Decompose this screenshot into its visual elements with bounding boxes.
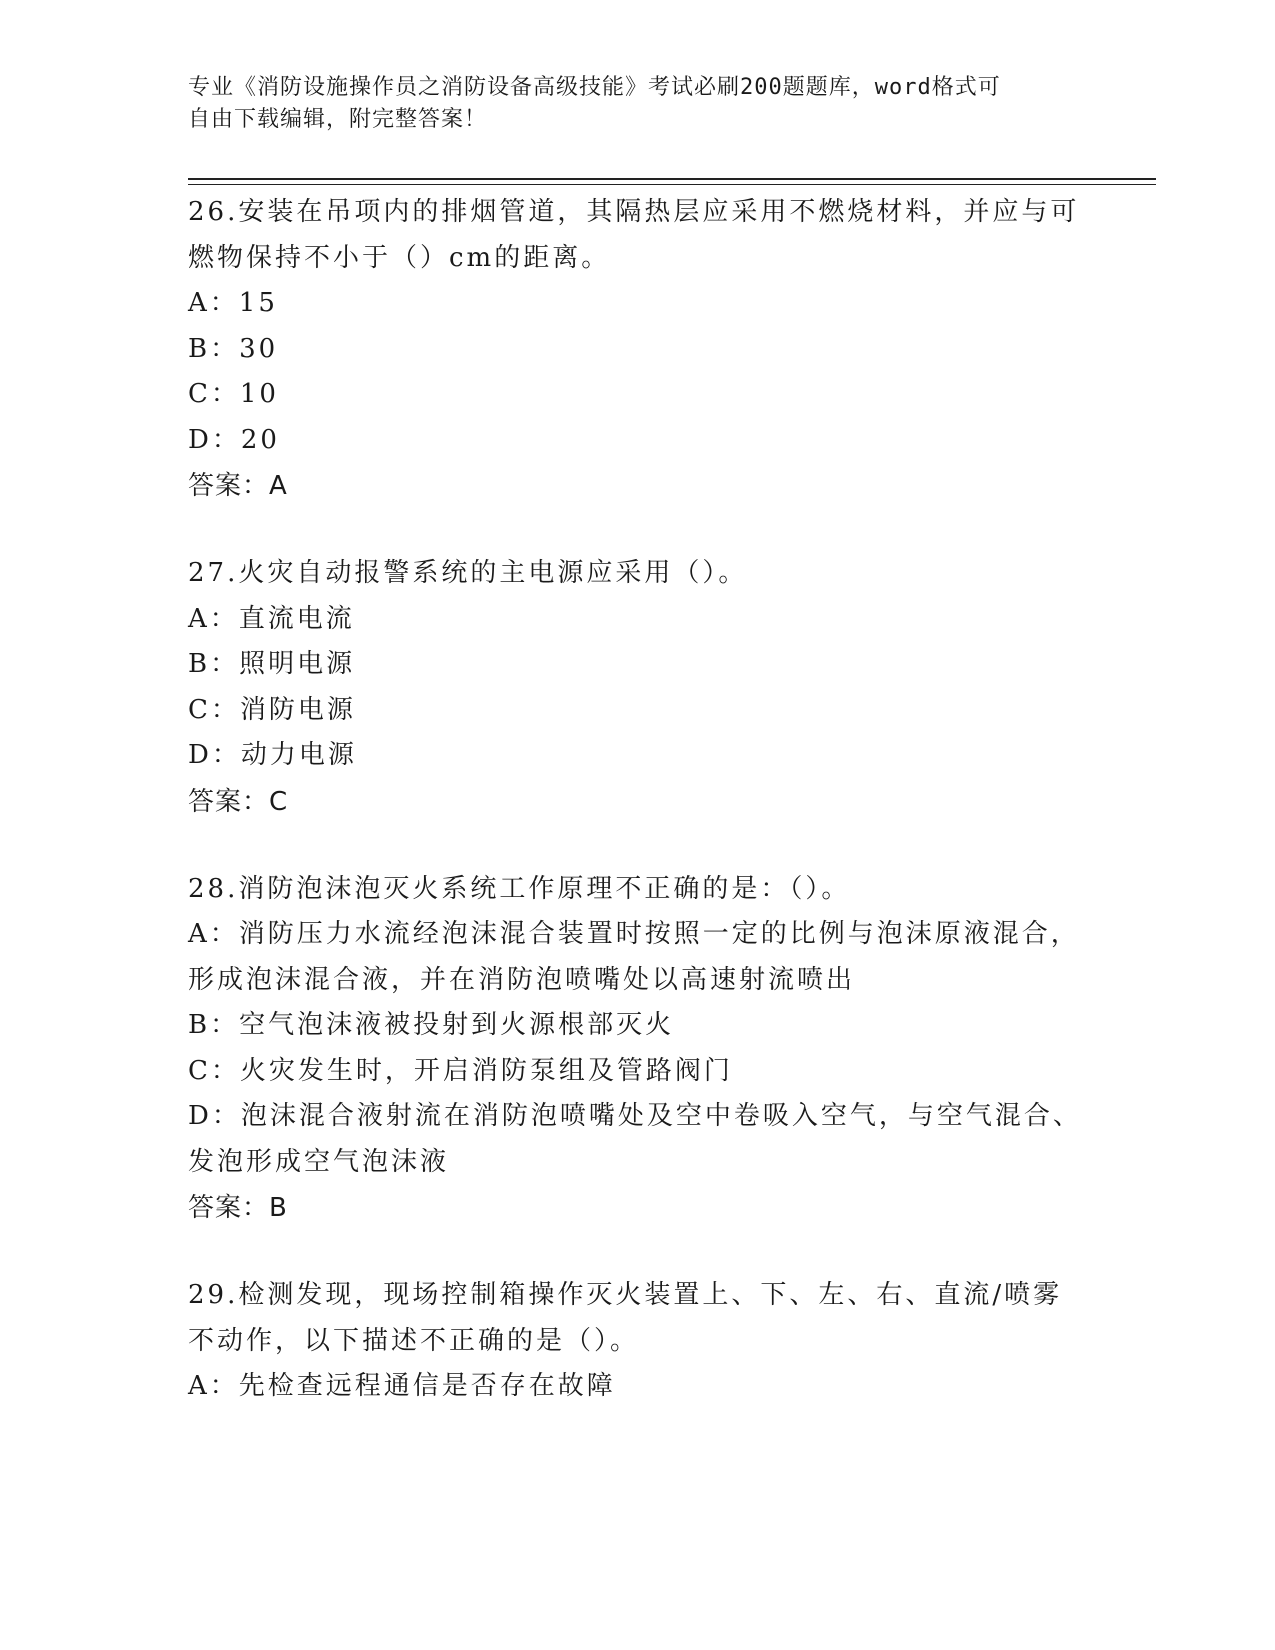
option-line: B：空气泡沫液被投射到火源根部灭火: [188, 1010, 675, 1040]
answer-line: 答案：B: [188, 1193, 288, 1223]
question-item: [188, 1273, 1088, 1410]
question-item: [188, 551, 1088, 825]
option-line: A：消防压力水流经泡沫混合装置时按照一定的比例与泡沫原液混合，: [188, 919, 1080, 949]
question-list: [188, 190, 1088, 1452]
option-line: D：20: [188, 424, 280, 455]
document-header: [188, 72, 1068, 136]
question-stem-line: 27.火灾自动报警系统的主电源应采用（）。: [188, 558, 748, 588]
option-line: D：泡沫混合液射流在消防泡喷嘴处及空中卷吸入空气，与空气混合、: [188, 1101, 1082, 1131]
header-divider-thin: [188, 184, 1156, 185]
option-line: 形成泡沫混合液，并在消防泡喷嘴处以高速射流喷出: [188, 964, 856, 995]
option-line: B：30: [188, 333, 279, 364]
question-stem-line: 不动作，以下描述不正确的是（）。: [188, 1325, 640, 1356]
question-stem-line: 燃物保持不小于（）cm的距离。: [188, 242, 611, 273]
option-line: 发泡形成空气泡沫液: [188, 1146, 450, 1177]
option-line: C：火灾发生时，开启消防泵组及管路阀门: [188, 1055, 733, 1086]
option-line: B：照明电源: [188, 649, 356, 679]
question-item: [188, 190, 1088, 509]
answer-line: 答案：A: [188, 471, 288, 501]
option-line: A：15: [188, 288, 278, 318]
option-line: A：直流电流: [188, 603, 355, 634]
option-line: A：先检查远程通信是否存在故障: [188, 1371, 616, 1401]
header-divider-thick: [188, 178, 1156, 180]
option-line: C：消防电源: [188, 694, 356, 725]
header-line-2: 自由下载编辑，附完整答案！: [188, 107, 488, 132]
question-stem-line: 29.检测发现，现场控制箱操作灭火装置上、下、左、右、直流/喷雾: [188, 1280, 1063, 1310]
question-stem-line: 28.消防泡沫泡灭火系统工作原理不正确的是：（）。: [188, 873, 851, 904]
option-line: C：10: [188, 379, 279, 409]
header-line-1: 专业《消防设施操作员之消防设备高级技能》考试必刷200题题库，word格式可: [188, 75, 1001, 100]
question-item: [188, 867, 1088, 1232]
option-line: D：动力电源: [188, 740, 357, 770]
question-stem-line: 26.安装在吊项内的排烟管道，其隔热层应采用不燃烧材料，并应与可: [188, 197, 1080, 227]
answer-line: 答案：C: [188, 786, 289, 817]
